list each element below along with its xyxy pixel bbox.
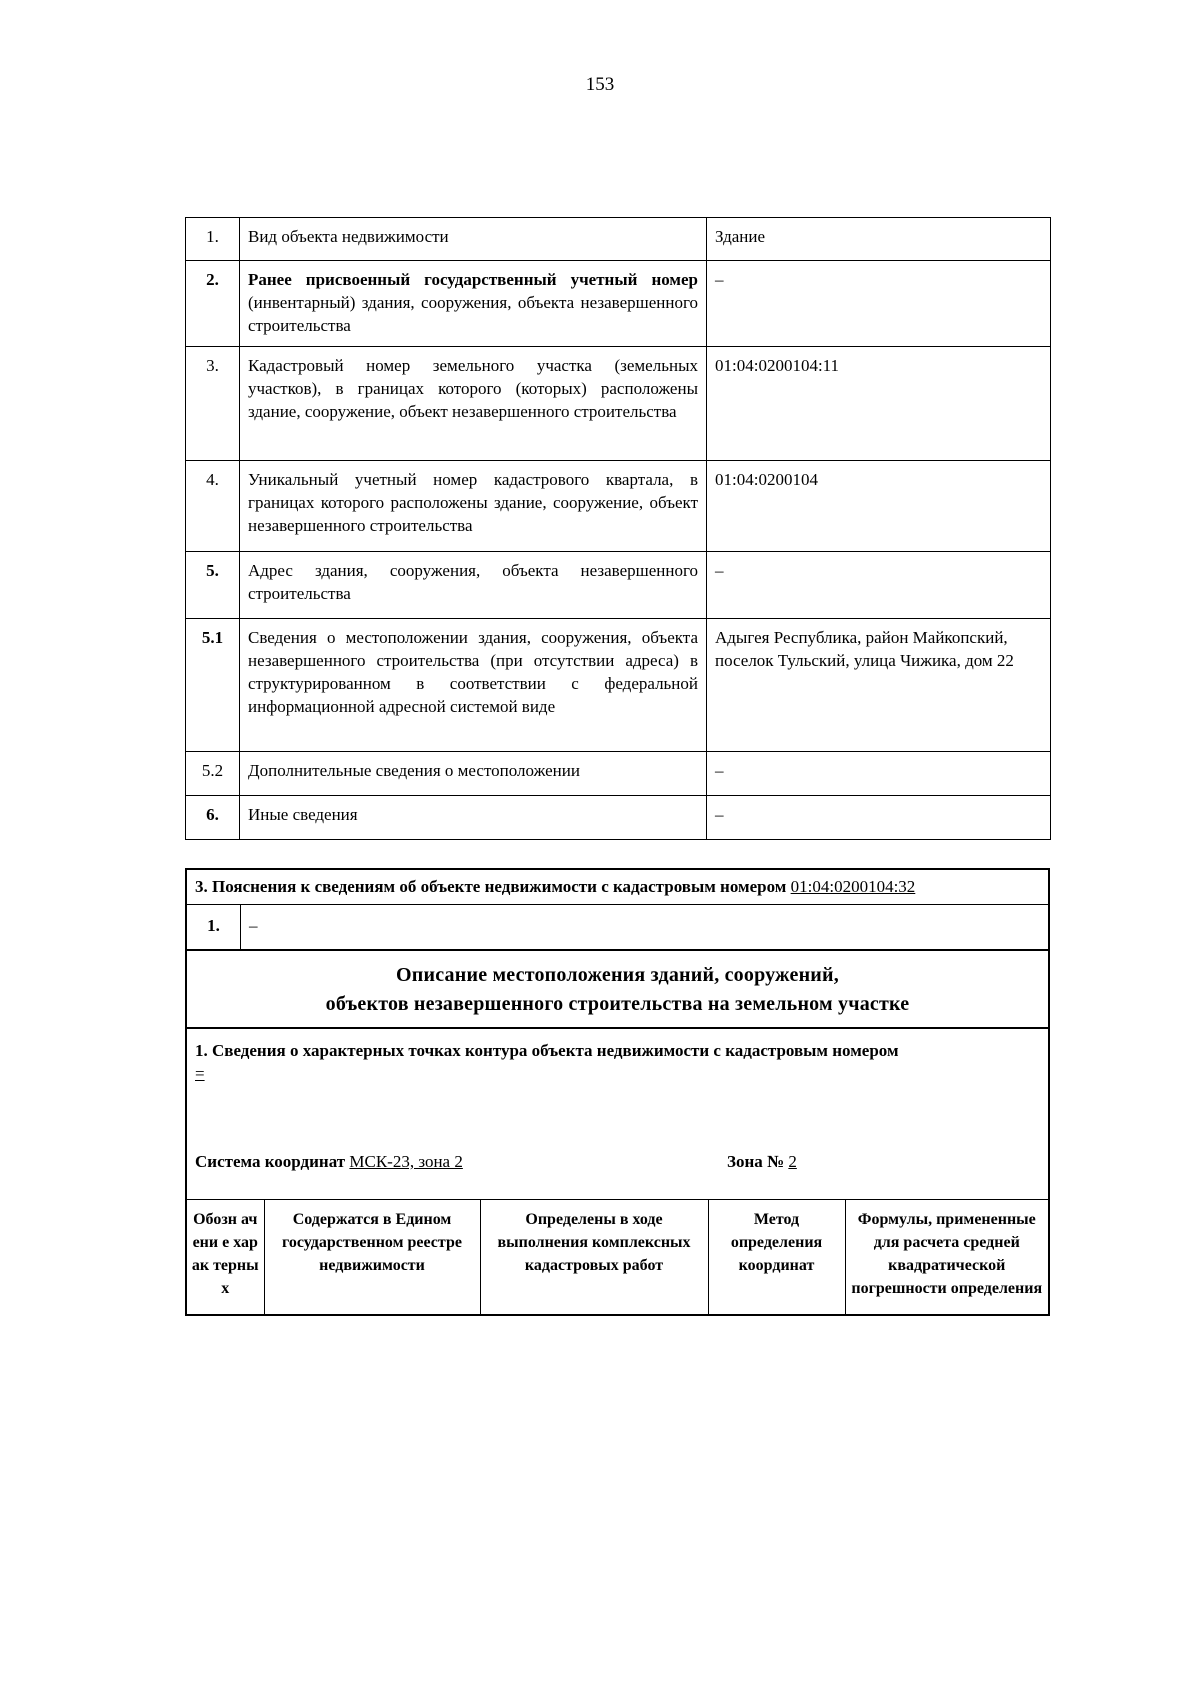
row-description: Сведения о местоположении здания, сооружения, объекта незавершенного строительства (при отсутствии адреса) в структурированном в соответствии с федеральной информационной адресной системой виде xyxy=(240,619,707,752)
section-3-title-text: 3. Пояснения к сведениям об объекте недвижимости с кадастровым номером xyxy=(195,877,787,896)
row-value: – xyxy=(707,796,1051,840)
row-description: Уникальный учетный номер кадастрового квартала, в границах которого расположены здание, сооружение, объект незавершенного строительства xyxy=(240,461,707,552)
section-3-row-number: 1. xyxy=(187,905,241,949)
table-row xyxy=(186,347,1051,461)
row-value: 01:04:0200104 xyxy=(707,461,1051,552)
location-heading xyxy=(187,951,1048,1029)
table-row xyxy=(186,619,1051,752)
row-number: 5. xyxy=(186,552,240,619)
section-1-title: 1. Сведения о характерных точках контура объекта недвижимости с кадастровым номером xyxy=(195,1041,899,1060)
row-description: Вид объекта недвижимости xyxy=(240,218,707,261)
coordinate-system xyxy=(195,1152,463,1172)
row-number: 5.1 xyxy=(186,619,240,752)
table-row xyxy=(186,261,1051,347)
section-3-title xyxy=(187,870,1048,905)
row-description: Адрес здания, сооружения, объекта незавершенного строительства xyxy=(240,552,707,619)
row-description: Иные сведения xyxy=(240,796,707,840)
row-value: Здание xyxy=(707,218,1051,261)
row-number: 2. xyxy=(186,261,240,347)
column-header: Обозн ачени е харак терны х xyxy=(187,1200,264,1315)
section-3-row xyxy=(187,905,1048,951)
row-number: 1. xyxy=(186,218,240,261)
coordinate-system-label: Система координат xyxy=(195,1152,346,1171)
location-heading-line2: объектов незавершенного строительства на земельном участке xyxy=(325,993,910,1015)
row-value: – xyxy=(707,261,1051,347)
coordinate-system-value: МСК-23, зона 2 xyxy=(349,1152,463,1171)
row-number: 5.2 xyxy=(186,752,240,796)
row-number: 4. xyxy=(186,461,240,552)
row-description: Кадастровый номер земельного участка (земельных участков), в границах которого (которых) расположены здание, сооружение, объект незавершенного строительства xyxy=(240,347,707,461)
row-value: Адыгея Республика, район Майкопский, поселок Тульский, улица Чижика, дом 22 xyxy=(707,619,1051,752)
page-number: 153 xyxy=(585,74,615,95)
row-description-rest: (инвентарный) здания, сооружения, объекта незавершенного строительства xyxy=(248,293,698,335)
column-header: Метод определения координат xyxy=(708,1200,845,1315)
table-row xyxy=(186,752,1051,796)
cadastral-number: 01:04:0200104:32 xyxy=(790,877,916,896)
row-value: – xyxy=(707,752,1051,796)
column-header: Определены в ходе выполнения комплексных кадастровых работ xyxy=(480,1200,708,1315)
column-header: Содержатся в Едином государственном реестре недвижимости xyxy=(264,1200,480,1315)
row-number: 6. xyxy=(186,796,240,840)
table-row xyxy=(186,552,1051,619)
section-1-number: = xyxy=(195,1064,205,1083)
lower-block xyxy=(185,868,1050,1316)
zone xyxy=(727,1152,797,1172)
section-1 xyxy=(187,1029,1048,1199)
zone-label: Зона № xyxy=(727,1152,785,1171)
table-header-row xyxy=(187,1200,1048,1315)
location-heading-line1: Описание местоположения зданий, сооружений, xyxy=(396,964,839,986)
zone-value: 2 xyxy=(788,1152,797,1171)
section-3-row-value: – xyxy=(249,916,258,935)
object-info-table xyxy=(185,217,1051,840)
row-description xyxy=(240,261,707,347)
row-description-bold: Ранее присвоенный государственный учетный номер xyxy=(248,270,698,289)
table-row xyxy=(186,796,1051,840)
row-number: 3. xyxy=(186,347,240,461)
row-description: Дополнительные сведения о местоположении xyxy=(240,752,707,796)
table-row xyxy=(186,461,1051,552)
column-header: Формулы, примененные для расчета средней квадратической погрешности определения xyxy=(845,1200,1048,1315)
table-row xyxy=(186,218,1051,261)
row-value: – xyxy=(707,552,1051,619)
row-value: 01:04:0200104:11 xyxy=(707,347,1051,461)
points-header-table xyxy=(187,1199,1048,1314)
